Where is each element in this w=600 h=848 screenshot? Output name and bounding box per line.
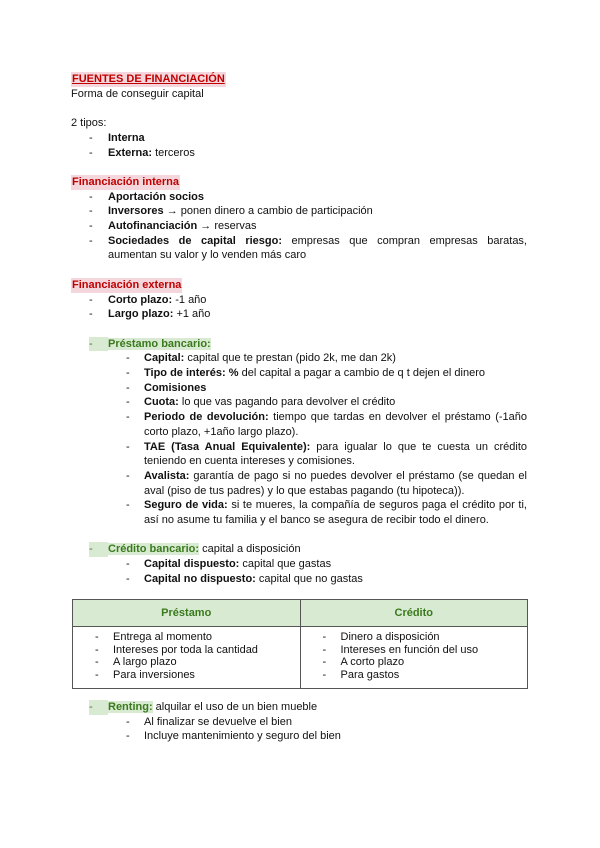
list-item: - Para inversiones	[73, 669, 300, 682]
list-item: - Interna	[71, 131, 527, 146]
interna-list	[71, 190, 527, 264]
tipos-label: 2 tipos:	[71, 117, 107, 130]
table-header-prestamo: Préstamo	[73, 600, 301, 627]
list-item: - Avalista: garantía de pago si no puedes devolver el préstamo (se quedan el aval (piso de tus padres) y lo que estabas pagando (tu hipoteca)).	[71, 469, 527, 498]
list-item: - Seguro de vida: si te mueres, la compañía de seguros paga el crédito por ti, así no asume tu familia y el banco se asegura de recibir todo el dinero.	[71, 498, 527, 527]
list-item: - Cuota: lo que vas pagando para devolver el crédito	[71, 395, 527, 410]
list-item: - Corto plazo: -1 año	[71, 293, 527, 308]
list-item: - Largo plazo: +1 año	[71, 307, 527, 322]
list-item: - Intereses por toda la cantidad	[73, 644, 300, 657]
credito-list	[71, 557, 527, 586]
comparison-table	[72, 599, 528, 689]
list-item: - Dinero a disposición	[301, 631, 528, 644]
section-heading-interna: Financiación interna	[72, 175, 179, 188]
table-header-credito: Crédito	[300, 600, 528, 627]
list-item: - Sociedades de capital riesgo: empresas que compran empresas baratas, aumentan su valor y lo venden más caro	[71, 234, 527, 263]
renting-list	[71, 715, 527, 744]
list-item: - Aportación socios	[71, 190, 527, 205]
tipos-list	[71, 131, 527, 160]
list-item: - Incluye mantenimiento y seguro del bien	[71, 729, 527, 744]
document-title: FUENTES DE FINANCIACIÓN	[72, 73, 225, 85]
table-cell-prestamo	[73, 627, 301, 689]
list-item: - Externa: terceros	[71, 146, 527, 161]
list-item: - Tipo de interés: % del capital a pagar a cambio de q t dejen el dinero	[71, 366, 527, 381]
renting-heading-row: - Renting: alquilar el uso de un bien mueble	[89, 701, 318, 713]
renting-section	[71, 700, 527, 744]
list-item: - Al finalizar se devuelve el bien	[71, 715, 527, 730]
section-heading-credito: Crédito bancario:	[108, 543, 200, 556]
list-item: - Intereses en función del uso	[301, 644, 528, 657]
list-item: - A largo plazo	[73, 656, 300, 669]
document-page	[71, 72, 527, 587]
externa-list	[71, 293, 527, 322]
table-cell-credito	[300, 627, 528, 689]
list-item: - Comisiones	[71, 381, 527, 396]
list-item: - Para gastos	[301, 669, 528, 682]
list-item: - A corto plazo	[301, 656, 528, 669]
list-item: - Periodo de devolución: tiempo que tardas en devolver el préstamo (-1año corto plazo, +1año largo plazo).	[71, 410, 527, 439]
list-item: - Inversores → ponen dinero a cambio de participación	[71, 204, 527, 219]
credito-heading-row: - Crédito bancario: capital a disposición	[89, 543, 301, 556]
list-item: - Capital no dispuesto: capital que no gastas	[71, 572, 527, 587]
document-subtitle: Forma de conseguir capital	[71, 87, 204, 100]
list-item: - Capital dispuesto: capital que gastas	[71, 557, 527, 572]
prestamo-list	[71, 351, 527, 527]
table-row	[73, 627, 528, 689]
list-item: - TAE (Tasa Anual Equivalente): para igualar lo que te cuesta un crédito teniendo en cuenta intereses y comisiones.	[71, 440, 527, 469]
table-header-row	[73, 600, 528, 627]
section-heading-renting: Renting:	[108, 701, 153, 713]
list-item: - Autofinanciación → reservas	[71, 219, 527, 234]
section-heading-prestamo: Préstamo bancario:	[108, 337, 211, 350]
prestamo-heading-row: - Préstamo bancario:	[89, 337, 211, 350]
section-heading-externa: Financiación externa	[72, 278, 182, 291]
list-item: - Entrega al momento	[73, 631, 300, 644]
list-item: - Capital: capital que te prestan (pido 2k, me dan 2k)	[71, 351, 527, 366]
